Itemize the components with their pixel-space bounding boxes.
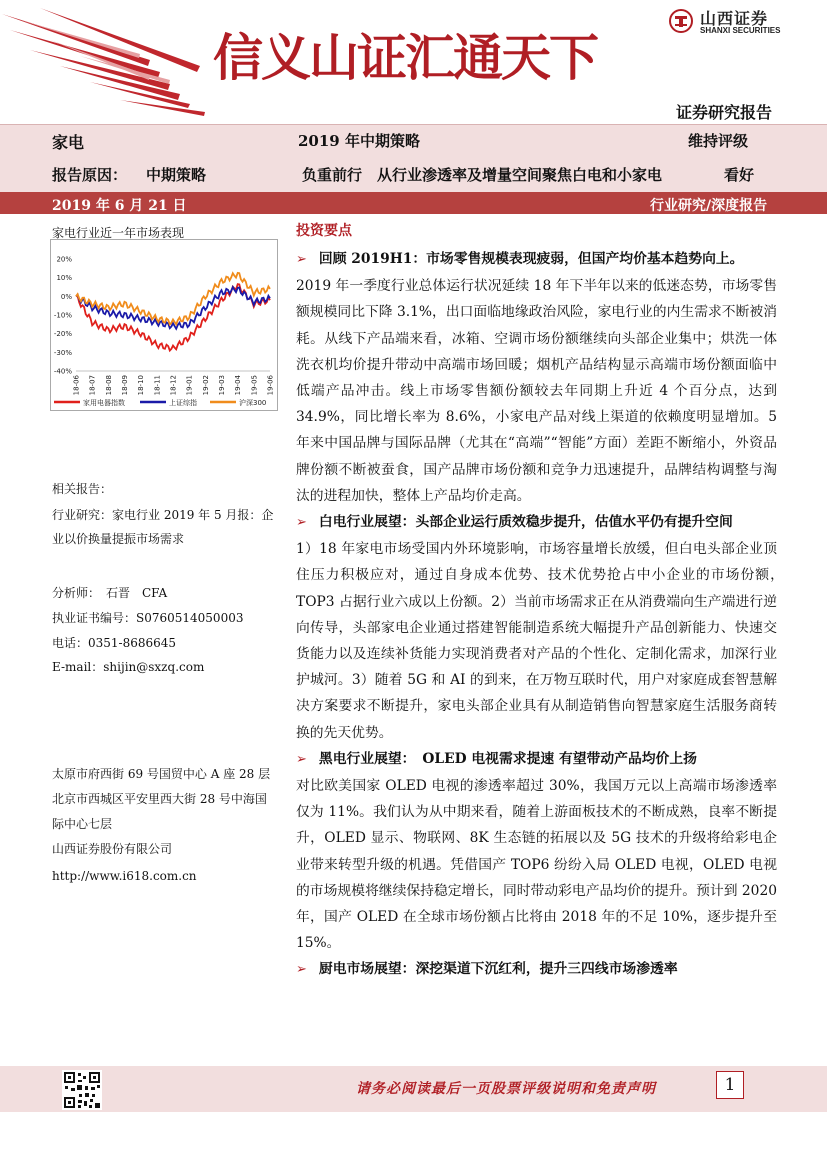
industry-label: 家电 <box>52 133 85 152</box>
headline: 负重前行 从行业渗透率及增量空间聚焦白电和小家电 <box>302 166 663 184</box>
section-title: 投资要点 <box>296 223 352 239</box>
arrow-bullet-icon: ➢ <box>296 751 307 767</box>
x-tick-label: 18-08 <box>104 375 113 396</box>
y-tick-label: 10% <box>56 274 72 283</box>
arrow-bullet-icon: ➢ <box>296 962 307 978</box>
bullet-body-1: 2019 年一季度行业总体运行状况延续 18 年下半年以来的低迷态势，市场零售额规模同比下降 3.1%，出口面临地缘政治风险，家电行业的内生需求不断被消耗。从线下产品端来看，冰箱、空调市场份额继续向头部企业集中；烘洗一体洗衣机均价提升带动中高端市场回暖；烟机产品结构显示高端市场份额面临中低端产品冲击。线上市场零售额份额较去年同期上升近 4 个百分点，达到 34.9%，同比增长率为 8.6%，小家电产品对线上渠道的依赖度明显增加。5 年来中国品牌与国际品牌（尤其在“高端”“智能”方面）差距不断缩小，外资品牌份额不断被蚕食，国产品牌市场份额和竞争力迅速提升，品牌结构调整与淘汰的进程加快，整体上产品均价走高。 <box>296 278 777 504</box>
bullet-heading-3: ➢ 黑电行业展望： OLED 电视需求提速 有望带动产品均价上扬 <box>296 750 697 767</box>
x-tick-label: 19-06 <box>266 375 275 396</box>
qr-code-icon[interactable] <box>62 1070 102 1110</box>
rating-label: 维持评级 <box>688 132 749 150</box>
x-tick-label: 18-12 <box>169 375 178 396</box>
address-line-3: 际中心七层 <box>52 817 113 831</box>
legend-label: 家用电器指数 <box>83 399 125 407</box>
y-tick-label: -30% <box>53 348 72 357</box>
x-tick-label: 19-04 <box>234 375 243 396</box>
report-date: 2019 年 6 月 21 日 <box>52 198 187 214</box>
company-website[interactable]: http://www.i618.com.cn <box>52 869 197 883</box>
outlook-rating: 看好 <box>724 166 755 184</box>
analyst-name: 分析师： 石晋 CFA <box>52 586 168 600</box>
arrow-bullet-icon: ➢ <box>296 515 307 531</box>
company-logo-icon <box>668 9 694 33</box>
y-tick-label: -40% <box>53 367 72 376</box>
bullet-heading-4: ➢ 厨电市场展望：深挖渠道下沉红利，提升三四线市场渗透率 <box>296 961 678 978</box>
related-report-line-2[interactable]: 业以价换量提振市场需求 <box>52 532 185 546</box>
strategy-label: 2019 年中期策略 <box>298 132 420 150</box>
company-name-en: SHANXI SECURITIES <box>700 26 781 35</box>
investment-highlights <box>296 222 791 984</box>
analyst-phone: 电话：0351-8686645 <box>52 636 177 650</box>
x-tick-label: 18-11 <box>153 375 162 396</box>
x-tick-label: 18-06 <box>72 375 81 396</box>
disclaimer: 请务必阅读最后一页股票评级说明和免责声明 <box>356 1081 656 1097</box>
x-tick-label: 19-05 <box>250 375 259 396</box>
x-tick-label: 18-10 <box>137 375 146 396</box>
company-name-cn: 山西证券 <box>700 9 769 28</box>
arrow-bullet-icon: ➢ <box>296 252 307 267</box>
y-tick-label: 20% <box>56 255 72 264</box>
y-tick-label: -10% <box>53 311 72 320</box>
legend-label: 沪深300 <box>239 399 267 407</box>
company-full-name: 山西证券股份有限公司 <box>52 842 173 856</box>
related-report-line-1[interactable]: 行业研究：家电行业 2019 年 5 月报：企 <box>52 508 274 522</box>
bullet-body-3: 对比欧美国家 OLED 电视的渗透率超过 30%，我国万元以上高端市场渗透率仅为 11%。我们认为从中期来看，随着上游面板技术的不断成熟，良率不断提升，OLED 显示、物联网、8K 生态链的拓展以及 5G 技术的升级将给彩电企业带来转型升级的机遇。凭借国产 TOP6 纷纷入局 OLED 电视，OLED 电视的市场规模将继续保持稳定增长，同时带动彩电产品均价的提升。预计到 2020 年，国产 OLED 在全球市场份额占比将由 2018 年的不足 10%，逐步提升至 15%。 <box>296 778 777 952</box>
x-tick-label: 18-07 <box>88 375 97 396</box>
report-type: 证券研究报告 <box>676 103 773 122</box>
bullet-body-2: 1）18 年家电市场受国内外环境影响，市场容量增长放缓，但白电头部企业顶住压力积极应对，通过自身成本优势、技术优势抢占中小企业的市场份额， TOP3 占据行业六成以上份额。2）当前市场需求正在从消费端向生产端进行逆向传导，头部家电企业通过搭建智能制造系统大幅提升产品创新能力、快速交货能力以及连续补货能力实现消费者对产品的个性化、定制化需求，加深行业护城河。3）随着 5G 和 AI 的到来，在万物互联时代，用户对家庭成套智慧解决方案要求不断提升，家电头部企业具有从制造销售向智慧家庭生活服务商转换的先天优势。 <box>296 541 791 741</box>
reason-value: 中期策略 <box>146 166 207 184</box>
address-line-1: 太原市府西街 69 号国贸中心 A 座 28 层 <box>52 767 271 781</box>
market-performance-chart <box>50 239 278 411</box>
slogan: 信义山证汇通天下 <box>213 28 597 87</box>
page-number: 1 <box>716 1071 744 1099</box>
x-tick-label: 19-03 <box>218 375 226 396</box>
related-reports-title: 相关报告： <box>52 482 113 496</box>
bullet-heading-2: ➢ 白电行业展望：头部企业运行质效稳步提升，估值水平仍有提升空间 <box>296 514 733 531</box>
x-tick-label: 18-09 <box>121 375 129 396</box>
x-tick-label: 19-02 <box>201 375 210 396</box>
analyst-cert: 执业证书编号：S0760514050003 <box>52 611 244 625</box>
bullet-heading-1: ➢ 回顾 2019H1：市场零售规模表现疲弱，但国产均价基本趋势向上。 <box>296 251 744 267</box>
reason-label: 报告原因： <box>52 166 128 184</box>
legend-label: 上证综指 <box>169 399 197 407</box>
address-line-2: 北京市西城区平安里西大街 28 号中海国 <box>52 792 267 806</box>
x-tick-label: 19-01 <box>185 375 194 396</box>
report-category: 行业研究/深度报告 <box>650 198 768 214</box>
y-tick-label: -20% <box>53 330 72 339</box>
y-tick-label: 0% <box>60 292 72 301</box>
chart-title: 家电行业近一年市场表现 <box>52 226 185 240</box>
analyst-email[interactable]: E-mail：shijin@sxzq.com <box>52 660 205 674</box>
